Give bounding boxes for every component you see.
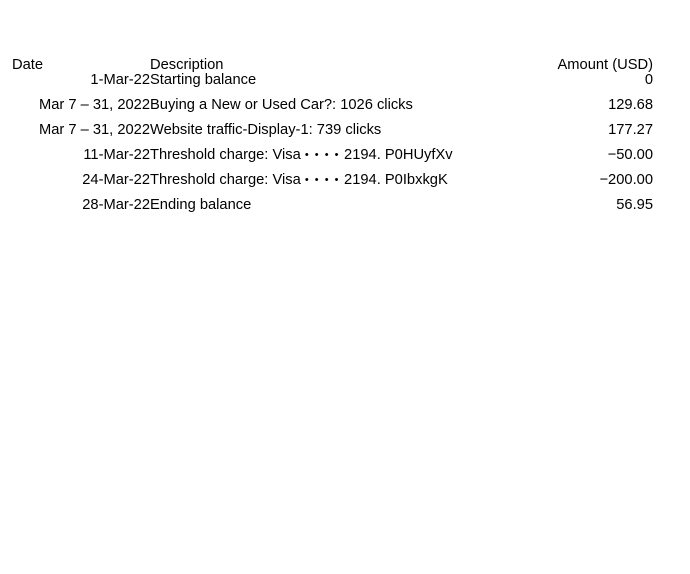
cell-date: Mar 7 – 31, 2022 xyxy=(38,96,150,113)
column-header-date: Date xyxy=(12,57,44,73)
description-suffix: 2194. P0HUyfXv xyxy=(344,146,453,163)
column-header-amount: Amount (USD) xyxy=(557,57,653,73)
description-suffix: 2194. P0IbxkgK xyxy=(344,171,448,188)
table-header xyxy=(12,58,653,73)
table-row xyxy=(12,73,653,98)
cell-description: Starting balance xyxy=(150,71,257,88)
cell-date: 1-Mar-22 xyxy=(90,71,150,88)
description-prefix: Threshold charge: Visa xyxy=(150,146,301,163)
table-row xyxy=(12,148,653,173)
cell-date: Mar 7 – 31, 2022 xyxy=(38,121,150,138)
cell-amount: 177.27 xyxy=(608,121,653,138)
cell-description: Buying a New or Used Car?: 1026 clicks xyxy=(150,96,413,113)
masked-card-dots-icon: • • • • xyxy=(304,148,340,161)
cell-amount: 129.68 xyxy=(608,96,653,113)
cell-date: 28-Mar-22 xyxy=(82,196,150,213)
table-header-row xyxy=(12,58,653,73)
cell-description xyxy=(150,148,525,173)
cell-description xyxy=(150,173,525,198)
column-header-description: Description xyxy=(150,57,224,73)
cell-amount: 0 xyxy=(644,71,653,88)
cell-date: 24-Mar-22 xyxy=(82,171,150,188)
table-row xyxy=(12,198,653,223)
cell-description: Website traffic-Display-1: 739 clicks xyxy=(150,121,382,138)
table-row xyxy=(12,98,653,123)
cell-amount: 56.95 xyxy=(616,196,653,213)
cell-description: Ending balance xyxy=(150,196,252,213)
account-activity-table xyxy=(12,58,653,223)
cell-amount: −200.00 xyxy=(599,171,653,188)
description-prefix: Threshold charge: Visa xyxy=(150,171,301,188)
cell-date: 11-Mar-22 xyxy=(83,146,150,163)
table-row xyxy=(12,173,653,198)
masked-card-dots-icon: • • • • xyxy=(304,173,340,186)
table-row xyxy=(12,123,653,148)
table-body xyxy=(12,73,653,223)
cell-amount: −50.00 xyxy=(607,146,653,163)
